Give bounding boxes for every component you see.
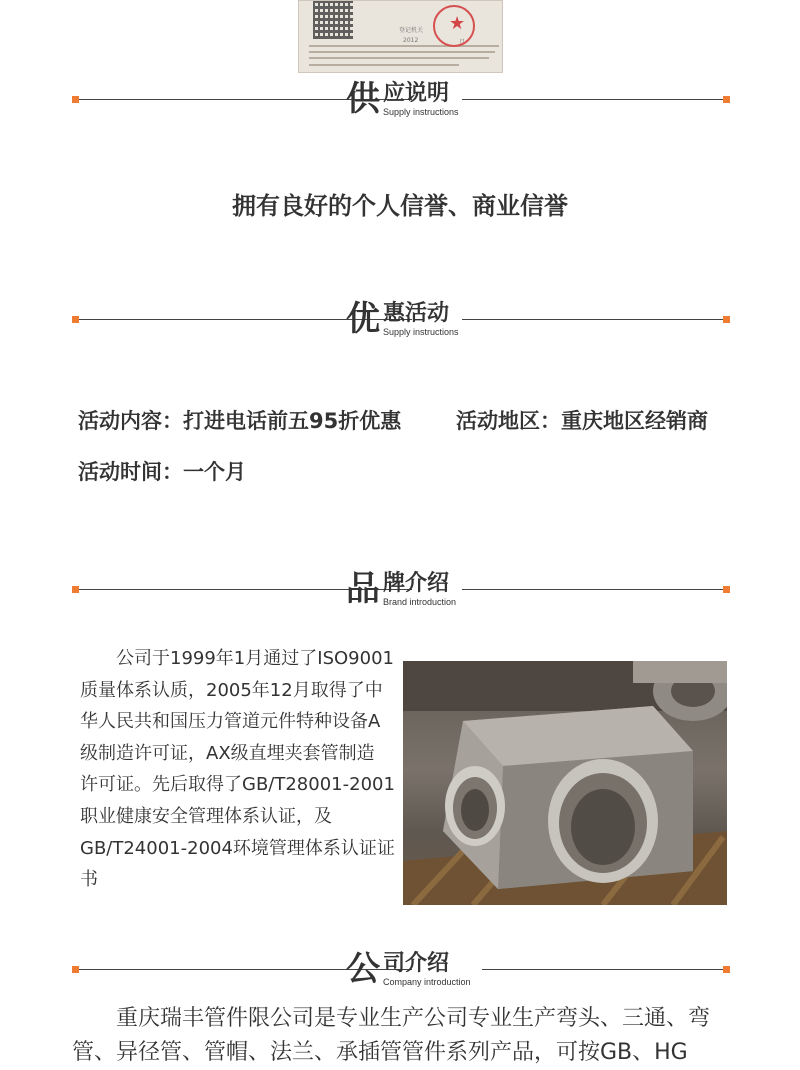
accent-dot — [723, 966, 730, 973]
divider-line — [462, 99, 723, 100]
heading-rest: 司介绍 — [383, 951, 450, 976]
heading-big-char: 品 — [346, 569, 380, 609]
divider-line — [482, 969, 723, 970]
heading-subtitle: Supply instructions — [383, 327, 459, 337]
brand-line: 级制造许可证，AX级直埋夹套管制造 — [80, 742, 375, 764]
company-line — [72, 1002, 732, 1036]
company-line-text: 重庆瑞丰管件限公司是专业生产公司专业生产弯头、三通、弯 — [116, 1006, 711, 1031]
section-heading-company — [72, 950, 730, 990]
brand-line-text: 公司于1999年1月通过了ISO9001 — [116, 648, 394, 669]
accent-dot — [72, 316, 79, 323]
cert-text-line — [309, 51, 495, 53]
cert-text-line — [309, 45, 499, 47]
promo-time: 活动时间：一个月 — [78, 460, 246, 484]
accent-dot — [72, 586, 79, 593]
section-heading-promo — [72, 300, 730, 340]
brand-line: 许可证。先后取得了GB/T28001-2001 — [80, 774, 395, 796]
heading-big-char: 供 — [346, 79, 380, 119]
product-photo — [403, 661, 727, 905]
seal-star-icon: ★ — [449, 13, 466, 34]
brand-paragraph — [80, 643, 402, 896]
brand-line: 书 — [80, 869, 98, 891]
divider-line — [462, 589, 723, 590]
divider-line — [462, 319, 723, 320]
cert-text-line — [309, 64, 459, 66]
cert-month: 月 — [459, 39, 466, 46]
brand-line — [80, 643, 402, 675]
supply-statement: 拥有良好的个人信誉、商业信誉 — [232, 192, 568, 220]
accent-dot — [723, 586, 730, 593]
section-heading-brand — [72, 570, 730, 610]
heading-subtitle: Supply instructions — [383, 107, 459, 117]
promo-content: 活动内容：打进电话前五95折优惠 — [78, 409, 402, 433]
company-intro — [72, 1002, 732, 1070]
heading-rest: 牌介绍 — [383, 571, 450, 596]
company-line: 管、异径管、管帽、法兰、承插管管件系列产品，可按GB、HG — [72, 1040, 688, 1065]
heading-big-char: 优 — [346, 299, 380, 339]
accent-dot — [72, 96, 79, 103]
brand-line: 质量体系认质，2005年12月取得了中 — [80, 679, 383, 701]
accent-dot — [723, 316, 730, 323]
heading-subtitle: Company introduction — [383, 977, 471, 987]
cert-year: 2012 — [403, 37, 419, 44]
brand-line: 华人民共和国压力管道元件特种设备A — [80, 711, 381, 733]
heading-rest: 应说明 — [383, 81, 450, 106]
qr-code-icon — [313, 1, 353, 39]
accent-dot — [72, 966, 79, 973]
brand-line: 职业健康安全管理体系认证，及 — [80, 805, 332, 827]
heading-subtitle: Brand introduction — [383, 597, 457, 607]
cert-authority-label: 登记机关 — [399, 27, 424, 34]
brand-line: GB/T24001-2004环境管理体系认证证 — [80, 837, 395, 859]
accent-dot — [723, 96, 730, 103]
cert-text-line — [309, 57, 489, 59]
forged-fitting-image — [403, 661, 727, 905]
heading-big-char: 公 — [346, 949, 380, 989]
section-heading-supply — [72, 80, 730, 120]
heading-rest: 惠活动 — [383, 301, 450, 326]
certificate-image — [298, 0, 503, 73]
promo-region: 活动地区：重庆地区经销商 — [456, 409, 708, 433]
